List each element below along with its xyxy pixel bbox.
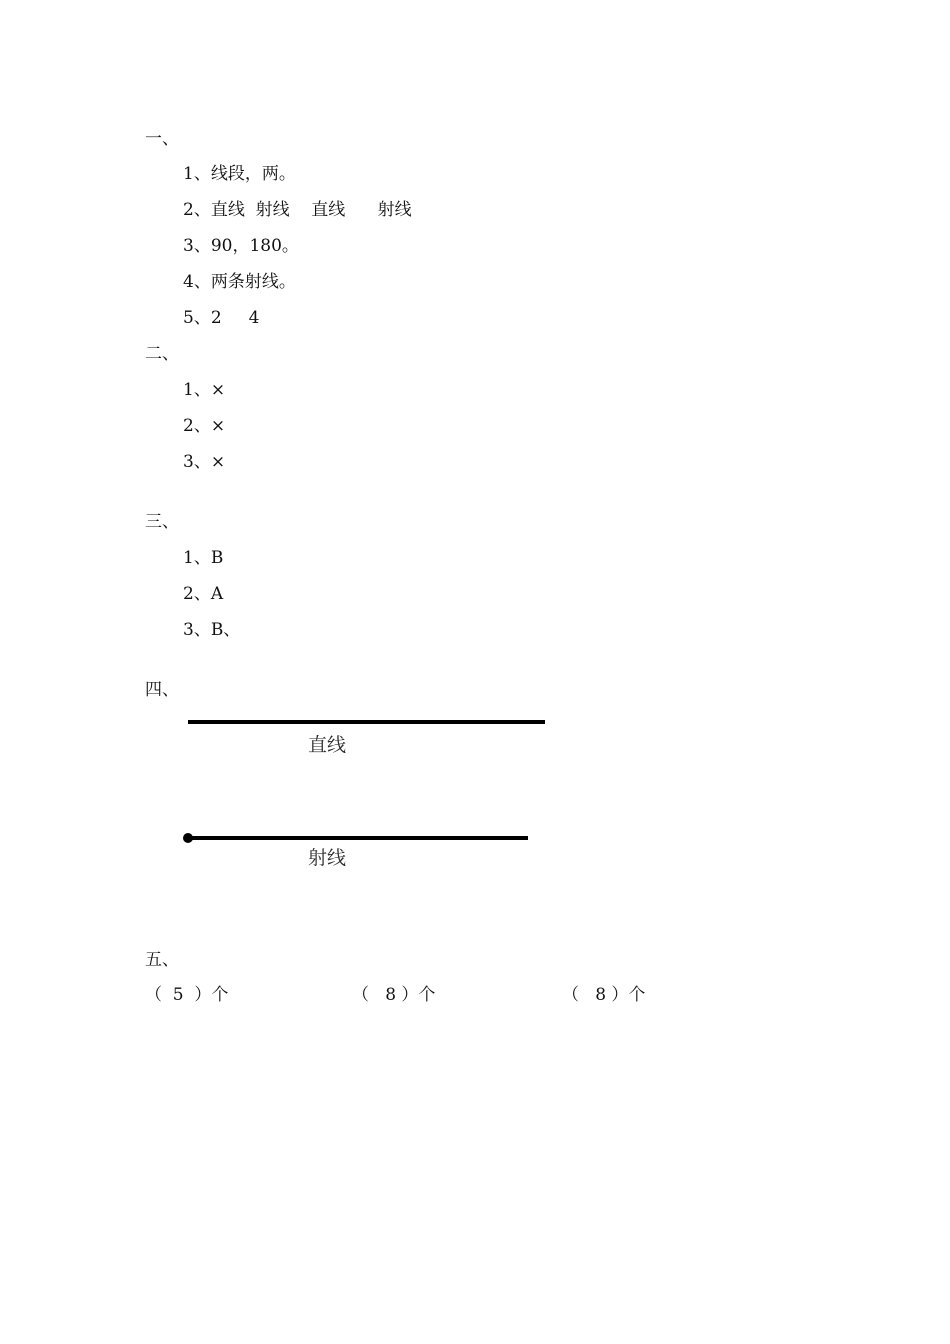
section-heading-1: 一、	[145, 129, 179, 149]
straight-line-label: 直线	[308, 734, 347, 756]
answer-1-3: 3、90，180。	[183, 236, 299, 256]
answer-1-5: 5、2 4	[183, 308, 260, 328]
count-answer-2: （ 8 ）个	[352, 985, 436, 1005]
ray-drawing	[188, 836, 528, 840]
answer-2-1: 1、×	[183, 380, 226, 400]
section-heading-5: 五、	[145, 950, 179, 970]
section-heading-4: 四、	[145, 680, 179, 700]
answer-3-1: 1、B	[183, 548, 224, 568]
answer-2-3: 3、×	[183, 452, 226, 472]
count-answer-3: （ 8 ）个	[562, 985, 646, 1005]
answer-2-2: 2、×	[183, 416, 226, 436]
answer-3-3: 3、B、	[183, 620, 241, 640]
answer-1-1: 1、线段，两。	[183, 164, 296, 184]
ray-label: 射线	[308, 847, 347, 869]
count-answer-1: （ 5 ）个	[145, 985, 229, 1005]
answer-1-2: 2、直线 射线 直线 射线	[183, 200, 412, 220]
section-heading-3: 三、	[145, 512, 179, 532]
section-heading-2: 二、	[145, 344, 179, 364]
straight-line-drawing	[188, 720, 545, 724]
answer-3-2: 2、A	[183, 584, 224, 604]
answer-1-4: 4、两条射线。	[183, 272, 296, 292]
